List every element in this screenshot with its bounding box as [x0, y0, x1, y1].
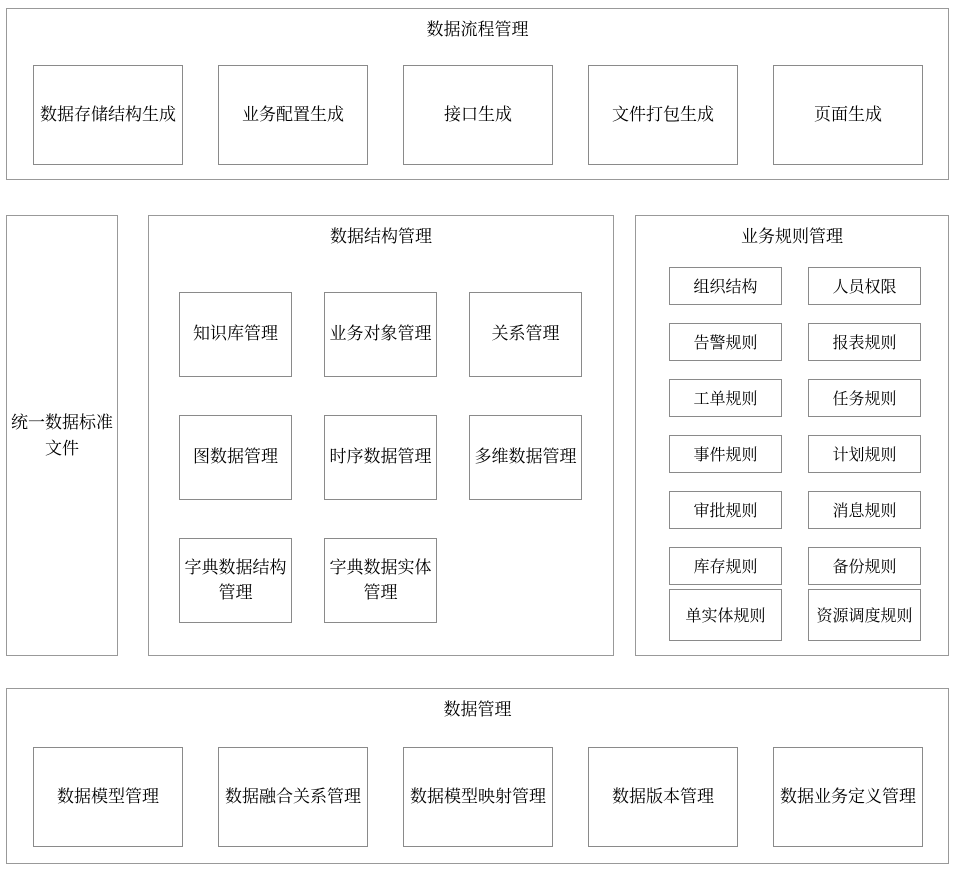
- rule-item-inventory-rule[interactable]: 库存规则: [669, 547, 782, 585]
- flow-item-storage-structure-generation[interactable]: 数据存储结构生成: [33, 65, 183, 165]
- structure-item-time-series-data-management[interactable]: 时序数据管理: [324, 415, 437, 500]
- rule-item-resource-scheduling-rule[interactable]: 资源调度规则: [808, 589, 921, 641]
- panel-business-rule-management: [635, 215, 949, 656]
- structure-item-graph-data-management[interactable]: 图数据管理: [179, 415, 292, 500]
- panel-title-data-management: 数据管理: [443, 700, 512, 720]
- structure-item-business-object-management[interactable]: 业务对象管理: [324, 292, 437, 377]
- panel-data-structure-management: [148, 215, 614, 656]
- rule-item-approval-rule[interactable]: 审批规则: [669, 491, 782, 529]
- data-item-data-model-management[interactable]: 数据模型管理: [33, 747, 183, 847]
- rule-item-backup-rule[interactable]: 备份规则: [808, 547, 921, 585]
- flow-item-file-package-generation[interactable]: 文件打包生成: [588, 65, 738, 165]
- panel-title-data-structure-management: 数据结构管理: [330, 227, 432, 247]
- structure-item-dictionary-data-structure-management[interactable]: 字典数据结构管理: [179, 538, 292, 623]
- panel-data-flow-management: [6, 8, 949, 180]
- panel-data-management: [6, 688, 949, 864]
- unified-data-standard-file-label: 统一数据标准文件: [11, 412, 113, 459]
- structure-item-multidimensional-data-management[interactable]: 多维数据管理: [469, 415, 582, 500]
- flow-item-interface-generation[interactable]: 接口生成: [403, 65, 553, 165]
- rule-item-message-rule[interactable]: 消息规则: [808, 491, 921, 529]
- flow-item-page-generation[interactable]: 页面生成: [773, 65, 923, 165]
- data-item-data-model-mapping-management[interactable]: 数据模型映射管理: [403, 747, 553, 847]
- flow-item-business-config-generation[interactable]: 业务配置生成: [218, 65, 368, 165]
- rule-item-report-rule[interactable]: 报表规则: [808, 323, 921, 361]
- data-item-data-version-management[interactable]: 数据版本管理: [588, 747, 738, 847]
- structure-item-dictionary-data-entity-management[interactable]: 字典数据实体管理: [324, 538, 437, 623]
- rule-item-alarm-rule[interactable]: 告警规则: [669, 323, 782, 361]
- rule-item-plan-rule[interactable]: 计划规则: [808, 435, 921, 473]
- panel-unified-data-standard-file: [6, 215, 118, 656]
- data-item-data-business-definition-management[interactable]: 数据业务定义管理: [773, 747, 923, 847]
- data-item-data-fusion-relation-management[interactable]: 数据融合关系管理: [218, 747, 368, 847]
- rule-item-organization-structure[interactable]: 组织结构: [669, 267, 782, 305]
- structure-item-relationship-management[interactable]: 关系管理: [469, 292, 582, 377]
- structure-item-knowledge-base-management[interactable]: 知识库管理: [179, 292, 292, 377]
- rule-item-work-order-rule[interactable]: 工单规则: [669, 379, 782, 417]
- panel-title-data-flow-management: 数据流程管理: [426, 20, 529, 40]
- rule-item-task-rule[interactable]: 任务规则: [808, 379, 921, 417]
- panel-title-business-rule-management: 业务规则管理: [741, 227, 843, 247]
- rule-item-single-entity-rule[interactable]: 单实体规则: [669, 589, 782, 641]
- rule-item-event-rule[interactable]: 事件规则: [669, 435, 782, 473]
- rule-item-personnel-permission[interactable]: 人员权限: [808, 267, 921, 305]
